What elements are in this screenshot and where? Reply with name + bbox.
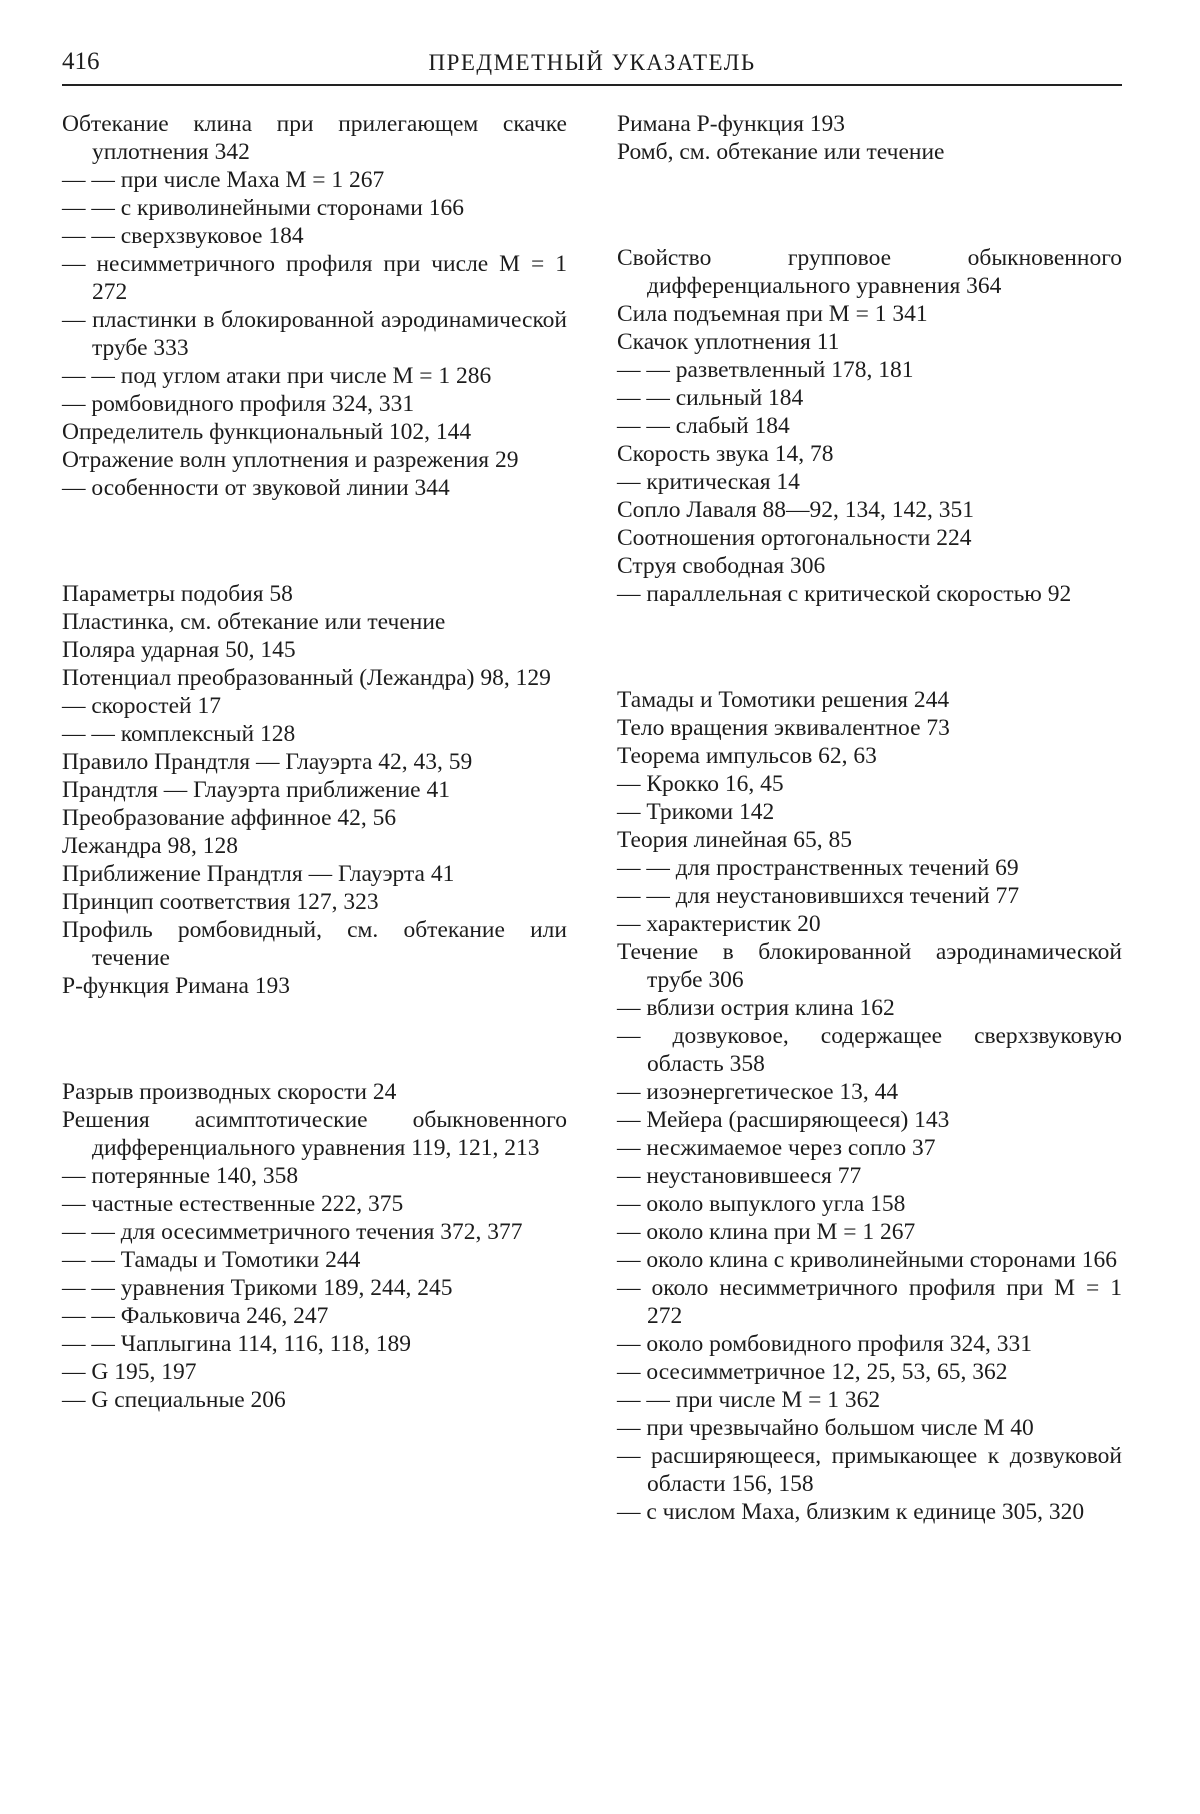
- index-entry: — около выпуклого угла 158: [617, 1191, 906, 1217]
- index-entry: — — разветвленный 178, 181: [617, 357, 914, 383]
- index-letter-group: [617, 686, 1122, 1526]
- index-entry: — — для неустановившихся течений 77: [617, 883, 1020, 909]
- index-entry: — Трикоми 142: [617, 799, 775, 825]
- index-entry: — G 195, 197: [62, 1359, 197, 1385]
- group-spacer: [617, 608, 1122, 686]
- index-entry: Свойство групповое обыкновенного дифференциального уравнения 364: [617, 245, 1122, 299]
- index-entry: — ромбовидного профиля 324, 331: [62, 391, 415, 417]
- index-entry: — — Тамады и Томотики 244: [62, 1247, 361, 1273]
- index-letter-group: [62, 580, 567, 1000]
- index-entry: — — сильный 184: [617, 385, 804, 411]
- page-header: [62, 44, 1122, 86]
- index-entry: — — слабый 184: [617, 413, 790, 439]
- index-letter-group: [62, 110, 567, 502]
- index-entry: Тело вращения эквивалентное 73: [617, 715, 950, 741]
- index-entry: — скоростей 17: [62, 693, 221, 719]
- index-letter-group: [617, 244, 1122, 608]
- index-entry: — — Фальковича 246, 247: [62, 1303, 329, 1329]
- index-entry: Приближение Прандтля — Глауэрта 41: [62, 861, 455, 887]
- index-entry: Сила подъемная при M = 1 341: [617, 301, 928, 327]
- index-entry: — Мейера (расширяющееся) 143: [617, 1107, 950, 1133]
- index-entry: — — для осесимметричного течения 372, 377: [62, 1219, 523, 1245]
- index-entry: Теория линейная 65, 85: [617, 827, 852, 853]
- index-entry: — расширяющееся, примыкающее к дозвуковой области 156, 158: [617, 1443, 1122, 1497]
- index-entry: — — Чаплыгина 114, 116, 118, 189: [62, 1331, 411, 1357]
- index-entry: — — при числе Маха M = 1 267: [62, 167, 385, 193]
- index-entry: Обтекание клина при прилегающем скачке уплотнения 342: [62, 111, 567, 165]
- index-entry: — около несимметричного профиля при M = 1 272: [617, 1275, 1122, 1329]
- index-entry: Решения асимптотические обыкновенного дифференциального уравнения 119, 121, 213: [62, 1107, 567, 1161]
- index-entry: — G специальные 206: [62, 1387, 286, 1413]
- index-entry: — — сверхзвуковое 184: [62, 223, 304, 249]
- index-entry: — — для пространственных течений 69: [617, 855, 1019, 881]
- running-title: ПРЕДМЕТНЫЙ УКАЗАТЕЛЬ: [428, 50, 756, 75]
- index-entry: Поляра ударная 50, 145: [62, 637, 296, 663]
- group-spacer: [62, 502, 567, 580]
- index-entry: Римана P-функция 193: [617, 111, 846, 137]
- index-entry: — особенности от звуковой линии 344: [62, 475, 450, 501]
- index-entry: — критическая 14: [617, 469, 800, 495]
- index-entry: — при чрезвычайно большом числе M 40: [617, 1415, 1034, 1441]
- index-entry: — вблизи острия клина 162: [617, 995, 895, 1021]
- index-entry: Принцип соответствия 127, 323: [62, 889, 379, 915]
- index-entry: Профиль ромбовидный, см. обтекание или течение: [62, 917, 567, 971]
- index-entry: Теорема импульсов 62, 63: [617, 743, 877, 769]
- index-entry: Отражение волн уплотнения и разрежения 29: [62, 447, 519, 473]
- page-number: 416: [62, 48, 100, 75]
- index-entry: — неустановившееся 77: [617, 1163, 862, 1189]
- index-entry: — несжимаемое через сопло 37: [617, 1135, 936, 1161]
- index-entry: Течение в блокированной аэродинамической трубе 306: [617, 939, 1122, 993]
- index-entry: — потерянные 140, 358: [62, 1163, 299, 1189]
- index-entry: — осесимметричное 12, 25, 53, 65, 362: [617, 1359, 1008, 1385]
- index-entry: Лежандра 98, 128: [62, 833, 238, 859]
- left-index-column: [62, 110, 567, 1414]
- index-entry: Соотношения ортогональности 224: [617, 525, 972, 551]
- index-entry: Струя свободная 306: [617, 553, 826, 579]
- index-entry: — Крокко 16, 45: [617, 771, 784, 797]
- index-entry: — частные естественные 222, 375: [62, 1191, 404, 1217]
- index-entry: Ромб, см. обтекание или течение: [617, 139, 945, 165]
- index-letter-group: [617, 110, 1122, 166]
- index-entry: Параметры подобия 58: [62, 581, 293, 607]
- group-spacer: [617, 166, 1122, 244]
- index-entry: Прандтля — Глауэрта приближение 41: [62, 777, 450, 803]
- index-entry: Сопло Лаваля 88—92, 134, 142, 351: [617, 497, 975, 523]
- index-entry: Потенциал преобразованный (Лежандра) 98, 129: [62, 665, 551, 691]
- index-entry: Правило Прандтля — Глауэрта 42, 43, 59: [62, 749, 473, 775]
- index-entry: — с числом Маха, близким к единице 305, 320: [617, 1499, 1085, 1525]
- index-entry: — — при числе M = 1 362: [617, 1387, 881, 1413]
- index-entry: — — под углом атаки при числе M = 1 286: [62, 363, 492, 389]
- group-spacer: [62, 1000, 567, 1078]
- index-entry: — характеристик 20: [617, 911, 821, 937]
- index-entry: — — уравнения Трикоми 189, 244, 245: [62, 1275, 453, 1301]
- index-entry: — параллельная с критической скоростью 92: [617, 581, 1072, 607]
- index-entry: — несимметричного профиля при числе M = 1 272: [62, 251, 567, 305]
- index-entry: — дозвуковое, содержащее сверхзвуковую область 358: [617, 1023, 1122, 1077]
- index-entry: P-функция Римана 193: [62, 973, 291, 999]
- index-entry: — изоэнергетическое 13, 44: [617, 1079, 899, 1105]
- index-entry: — около клина с криволинейными сторонами 166: [617, 1247, 1117, 1273]
- index-entry: Определитель функциональный 102, 144: [62, 419, 472, 445]
- right-index-column: [617, 110, 1122, 1526]
- index-entry: — около клина при M = 1 267: [617, 1219, 916, 1245]
- index-entry: Скорость звука 14, 78: [617, 441, 834, 467]
- index-entry: — — с криволинейными сторонами 166: [62, 195, 464, 221]
- index-entry: Преобразование аффинное 42, 56: [62, 805, 397, 831]
- index-entry: Тамады и Томотики решения 244: [617, 687, 950, 713]
- index-entry: — пластинки в блокированной аэродинамической трубе 333: [62, 307, 567, 361]
- index-entry: — — комплексный 128: [62, 721, 296, 747]
- index-entry: Разрыв производных скорости 24: [62, 1079, 397, 1105]
- index-entry: — около ромбовидного профиля 324, 331: [617, 1331, 1032, 1357]
- index-entry: Пластинка, см. обтекание или течение: [62, 609, 446, 635]
- index-entry: Скачок уплотнения 11: [617, 329, 840, 355]
- index-letter-group: [62, 1078, 567, 1414]
